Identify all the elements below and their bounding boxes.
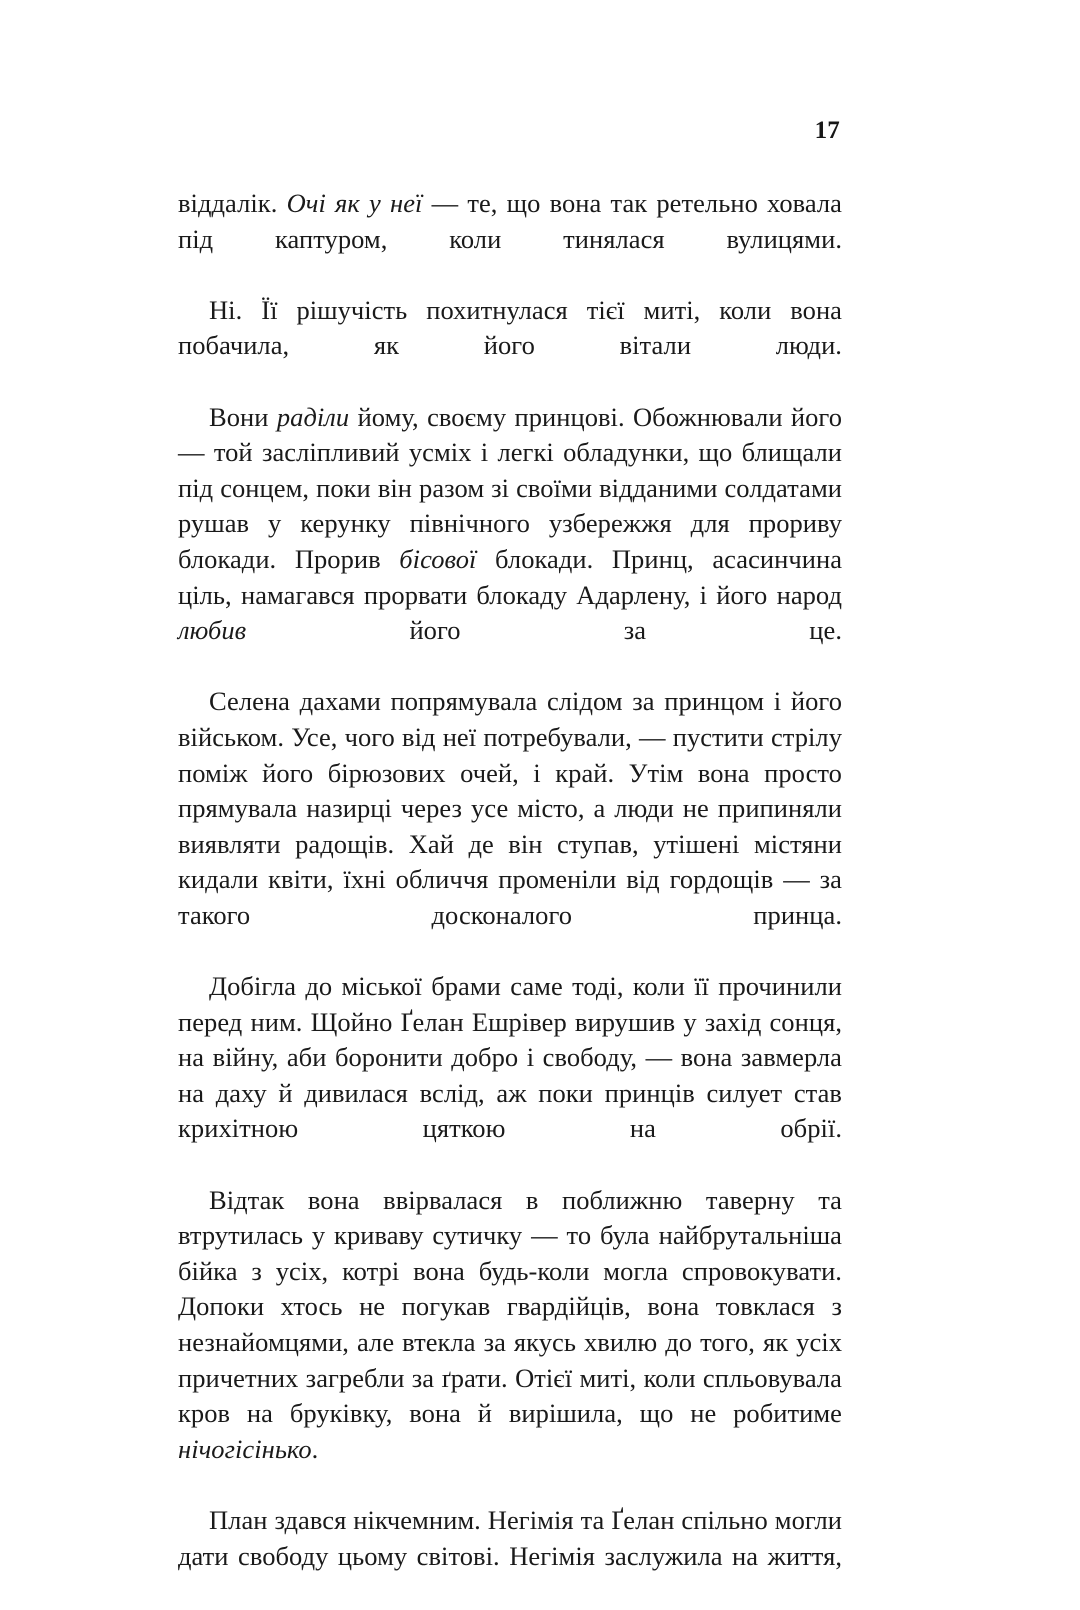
paragraph: віддалік. Очі як у неї — те, що вона так ретельно ховала під каптуром, коли тинялася вулицями. xyxy=(178,188,842,254)
page-number: 17 xyxy=(814,117,840,144)
paragraph: Відтак вона ввірвалася в поближню таверну та втрутилась у криваву сутичку — то була найбрутальніша бійка з усіх, котрі вона будь-коли могла спровокувати. Допоки хтось не погукав гвардійців, вона товклася з незнайомцями, але втекла за якусь хвилю до того, як усіх причетних загребли за ґрати. Отієї миті, коли спльовувала кров на бруківку, вона й вирішила, що не робитиме нічогісінько. xyxy=(178,1184,842,1464)
paragraph: Ні. Її рішучість похитнулася тієї миті, коли вона побачила, як його вітали люди. xyxy=(178,294,842,361)
paragraph: Селена дахами попрямувала слідом за принцом і його військом. Усе, чого від неї потребували, — пустити стрілу поміж його бірюзових очей, і край. Утім вона просто прямувала назирці через усе місто, а люди не припиняли виявляти радощів. Хай де він ступав, утішені містяни кидали квіти, їхні обличчя променіли від гордощів — за такого досконалого принца. xyxy=(178,686,842,930)
paragraph: Добігла до міської брами саме тоді, коли її прочинили перед ним. Щойно Ґелан Ешрівер вирушив у захід сонця, на війну, аби боронити добро і свободу, — вона завмерла на даху й дивилася вслід, аж поки принців силует став крихітною цяткою на обрії. xyxy=(178,971,842,1144)
emphasis-text: любив xyxy=(178,615,247,646)
emphasis-text: нічогісінько xyxy=(178,1433,312,1464)
paragraph: Вони раділи йому, своєму принцові. Обожнювали його — той засліпливий усміх і легкі обладунки, що блищали під сонцем, поки він разом зі своїми відданими солдатами рушав у керунку північного узбережжя для прориву блокади. Прорив бісової блокади. Принц, асасинчина ціль, намагався прорвати блокаду Адарлену, і його народ любив його за це. xyxy=(178,401,843,646)
emphasis-text: бісової xyxy=(399,543,477,574)
body-text-block xyxy=(178,186,842,1610)
paragraph: План здався нікчемним. Негімія та Ґелан спільно могли дати свободу цьому світові. Негімія заслужила на життя, xyxy=(178,1504,842,1571)
emphasis-text: раділи xyxy=(276,401,350,432)
emphasis-text: Очі як у неї xyxy=(286,188,423,218)
folio-area xyxy=(178,118,840,143)
